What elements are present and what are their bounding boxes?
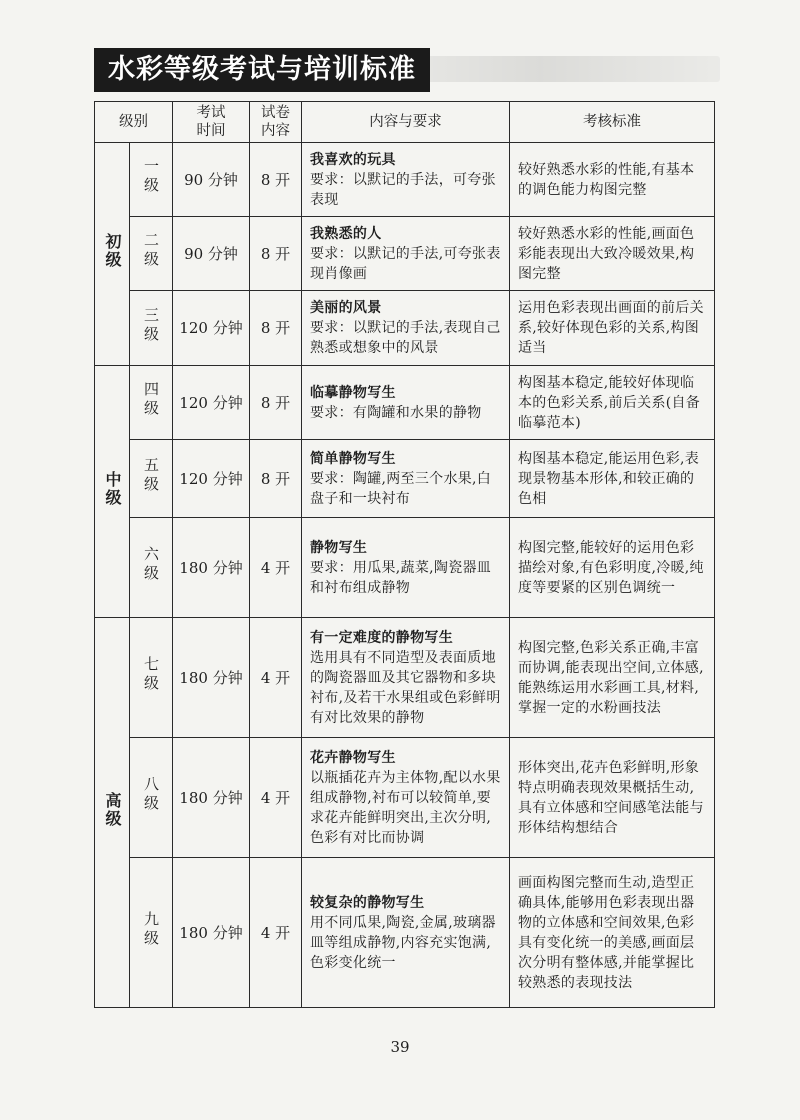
level-cell [130, 440, 173, 518]
criteria-cell: 较好熟悉水彩的性能,有基本的调色能力构图完整 [510, 143, 715, 217]
time-cell: 180 分钟 [173, 858, 250, 1008]
content-text: 选用具有不同造型及表面质地的陶瓷器皿及其它器物和多块衬布,及若干水果组或色彩鲜明有对比效果的静物 [310, 649, 501, 726]
paper-cell: 8 开 [250, 366, 302, 440]
header-level: 级别 [95, 102, 173, 143]
content-title: 较复杂的静物写生 [310, 894, 425, 911]
time-cell: 180 分钟 [173, 738, 250, 858]
paper-cell: 8 开 [250, 143, 302, 217]
content-text: 要求：以默记的手法，可夸张表现 [310, 171, 496, 208]
page-number: 39 [390, 1038, 410, 1056]
standards-table [94, 101, 715, 1008]
content-title: 花卉静物写生 [310, 749, 396, 766]
level-cell [130, 738, 173, 858]
time-cell: 120 分钟 [173, 440, 250, 518]
level-label: 三级 [142, 306, 160, 345]
page-title: 水彩等级考试与培训标准 [94, 48, 430, 92]
table-row [95, 366, 715, 440]
tier-label: 高级 [103, 791, 122, 828]
content-cell [302, 738, 510, 858]
time-cell: 120 分钟 [173, 366, 250, 440]
tier-label: 中级 [103, 470, 122, 507]
criteria-cell: 构图完整,能较好的运用色彩描绘对象,有色彩明度,冷暖,纯度等要紧的区别色调统一 [510, 518, 715, 618]
tier-cell [95, 143, 130, 366]
criteria-cell: 构图完整,色彩关系正确,丰富而协调,能表现出空间,立体感,能熟练运用水彩画工具,材料,掌握一定的水粉画技法 [510, 618, 715, 738]
criteria-cell: 构图基本稳定,能较好体现临本的色彩关系,前后关系(自备临摹范本) [510, 366, 715, 440]
header-row [95, 102, 715, 143]
table-row [95, 217, 715, 291]
content-text: 要求：有陶罐和水果的静物 [310, 404, 482, 421]
content-text: 要求：以默记的手法,可夸张表现肖像画 [310, 245, 501, 282]
level-label: 七级 [142, 656, 160, 694]
content-cell [302, 291, 510, 366]
level-cell [130, 217, 173, 291]
content-title: 美丽的风景 [310, 300, 382, 316]
paper-cell: 4 开 [250, 738, 302, 858]
content-cell [302, 618, 510, 738]
level-label: 二级 [142, 232, 160, 270]
header-paper: 试卷 内容 [250, 102, 302, 143]
table-row [95, 518, 715, 618]
time-cell: 180 分钟 [173, 518, 250, 618]
criteria-cell: 构图基本稳定,能运用色彩,表现景物基本形体,和较正确的色相 [510, 440, 715, 518]
criteria-cell: 较好熟悉水彩的性能,画面色彩能表现出大致冷暖效果,构图完整 [510, 217, 715, 291]
level-label: 五级 [142, 457, 160, 495]
table-row [95, 143, 715, 217]
tier-label: 初级 [103, 233, 122, 269]
paper-cell: 4 开 [250, 858, 302, 1008]
content-cell [302, 518, 510, 618]
time-cell: 90 分钟 [173, 217, 250, 291]
time-cell: 180 分钟 [173, 618, 250, 738]
content-text: 以瓶插花卉为主体物,配以水果组成静物,衬布可以较简单,要求花卉能鲜明突出,主次分明,色彩有对比而协调 [310, 769, 501, 846]
tier-cell [95, 366, 130, 618]
level-cell [130, 366, 173, 440]
content-cell [302, 440, 510, 518]
tier-cell [95, 618, 130, 1008]
level-label: 四级 [142, 381, 160, 419]
header-content: 内容与要求 [302, 102, 510, 143]
table-row [95, 440, 715, 518]
paper-cell: 8 开 [250, 440, 302, 518]
table-row [95, 618, 715, 738]
level-label: 九级 [142, 911, 160, 949]
table-row [95, 738, 715, 858]
content-title: 临摹静物写生 [310, 384, 396, 401]
time-cell: 120 分钟 [173, 291, 250, 366]
level-label: 六级 [142, 546, 160, 584]
paper-cell: 4 开 [250, 518, 302, 618]
bleed-through-shadow [420, 56, 720, 82]
content-cell [302, 143, 510, 217]
content-title: 有一定难度的静物写生 [310, 629, 453, 646]
level-cell [130, 618, 173, 738]
header-time: 考试 时间 [173, 102, 250, 143]
content-cell [302, 217, 510, 291]
table-row [95, 291, 715, 366]
content-title: 我喜欢的玩具 [310, 151, 396, 168]
paper-cell: 8 开 [250, 291, 302, 366]
content-text: 要求：陶罐,两至三个水果,白盘子和一块衬布 [310, 470, 492, 507]
level-cell [130, 291, 173, 366]
content-cell [302, 366, 510, 440]
header-criteria: 考核标准 [510, 102, 715, 143]
level-label: 一级 [142, 158, 160, 196]
criteria-cell: 形体突出,花卉色彩鲜明,形象特点明确表现效果概括生动,具有立体感和空间感笔法能与形体结构想结合 [510, 738, 715, 858]
level-cell [130, 858, 173, 1008]
content-text: 要求：以默记的手法,表现自己熟悉或想象中的风景 [310, 320, 501, 356]
criteria-cell: 画面构图完整而生动,造型正确具体,能够用色彩表现出器物的立体感和空间效果,色彩具有变化统一的美感,画面层次分明有整体感,并能掌握比较熟悉的表现技法 [510, 858, 715, 1008]
level-label: 八级 [142, 776, 160, 814]
content-text: 要求：用瓜果,蔬菜,陶瓷器皿和衬布组成静物 [310, 559, 492, 596]
table-row [95, 858, 715, 1008]
content-text: 用不同瓜果,陶瓷,金属,玻璃器皿等组成静物,内容充实饱满,色彩变化统一 [310, 914, 496, 971]
paper-cell: 4 开 [250, 618, 302, 738]
content-title: 静物写生 [310, 539, 368, 556]
level-cell [130, 518, 173, 618]
content-title: 我熟悉的人 [310, 225, 382, 242]
level-cell [130, 143, 173, 217]
criteria-cell: 运用色彩表现出画面的前后关系,较好体现色彩的关系,构图适当 [510, 291, 715, 366]
paper-cell: 8 开 [250, 217, 302, 291]
content-cell [302, 858, 510, 1008]
content-title: 简单静物写生 [310, 450, 396, 467]
time-cell: 90 分钟 [173, 143, 250, 217]
